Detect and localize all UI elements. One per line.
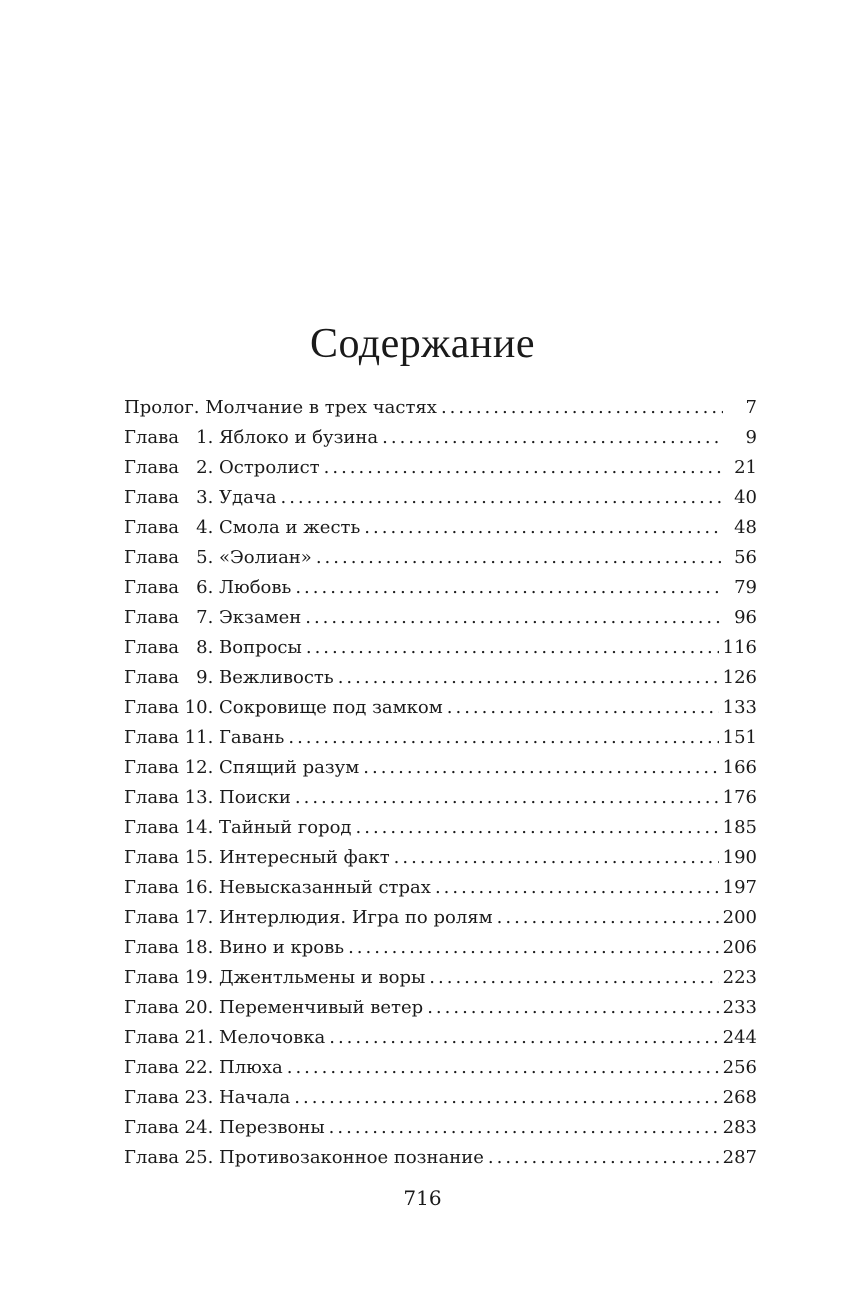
dot-leader [382,423,723,453]
dot-leader [348,933,719,963]
toc-entry-page: 197 [722,877,757,898]
toc-entry [124,633,757,663]
toc-entry-title: Глава 2. Остролист [124,457,320,478]
toc-entry-page: 9 [745,427,757,448]
toc-entry-page: 21 [734,457,757,478]
dot-leader [294,1083,718,1113]
toc-entry-page: 116 [722,637,757,658]
toc-entry [124,723,757,753]
toc-entry-page: 200 [722,907,757,928]
toc-entry [124,1053,757,1083]
toc-entry [124,1113,757,1143]
toc-entry-title: Глава 11. Гавань [124,727,285,748]
toc-entry-title: Глава 24. Перезвоны [124,1117,325,1138]
dot-leader [316,543,723,573]
toc-entry [124,993,757,1023]
toc-entry-title: Глава 9. Вежливость [124,667,334,688]
toc-entry [124,393,757,423]
toc-entry [124,453,757,483]
toc-entry-title: Глава 12. Спящий разум [124,757,360,778]
toc-entry-page: 126 [722,667,757,688]
toc-entry [124,933,757,963]
table-of-contents [124,393,757,1173]
toc-entry [124,423,757,453]
toc-entry-title: Глава 23. Начала [124,1087,291,1108]
dot-leader [447,693,719,723]
toc-entry-page: 176 [722,787,757,808]
dot-leader [329,1113,719,1143]
toc-entry-title: Глава 4. Смола и жесть [124,517,361,538]
toc-entry-page: 151 [722,727,757,748]
toc-entry-page: 244 [722,1027,757,1048]
toc-entry [124,1023,757,1053]
toc-entry [124,483,757,513]
toc-entry [124,513,757,543]
toc-entry-title: Глава 8. Вопросы [124,637,302,658]
toc-entry [124,813,757,843]
dot-leader [280,483,723,513]
toc-entry-page: 206 [722,937,757,958]
dot-leader [305,603,723,633]
toc-entry-page: 40 [734,487,757,508]
toc-entry [124,843,757,873]
toc-entry-title: Глава 25. Противозаконное познание [124,1147,484,1168]
toc-entry-page: 190 [722,847,757,868]
dot-leader [488,1143,719,1173]
toc-entry-title: Глава 21. Мелочовка [124,1027,326,1048]
toc-entry-page: 166 [722,757,757,778]
dot-leader [364,513,723,543]
toc-entry-page: 283 [722,1117,757,1138]
dot-leader [338,663,719,693]
toc-entry-title: Глава 14. Тайный город [124,817,352,838]
toc-entry [124,603,757,633]
dot-leader [497,903,719,933]
dot-leader [324,453,723,483]
dot-leader [441,393,723,423]
toc-entry-title: Глава 22. Плюха [124,1057,283,1078]
toc-entry-page: 268 [722,1087,757,1108]
toc-entry [124,753,757,783]
toc-entry [124,573,757,603]
dot-leader [288,723,718,753]
dot-leader [306,633,719,663]
toc-entry-title: Пролог. Молчание в трех частях [124,397,437,418]
toc-entry-page: 79 [734,577,757,598]
toc-entry [124,663,757,693]
dot-leader [287,1053,719,1083]
toc-entry-title: Глава 1. Яблоко и бузина [124,427,379,448]
toc-entry-page: 233 [722,997,757,1018]
toc-entry-title: Глава 16. Невысказанный страх [124,877,431,898]
toc-entry-title: Глава 19. Джентльмены и воры [124,967,426,988]
dot-leader [435,873,719,903]
toc-entry-title: Глава 3. Удача [124,487,277,508]
dot-leader [363,753,718,783]
toc-entry-title: Глава 20. Переменчивый ветер [124,997,424,1018]
toc-entry [124,1143,757,1173]
toc-entry [124,873,757,903]
dot-leader [329,1023,718,1053]
dot-leader [394,843,719,873]
toc-entry [124,1083,757,1113]
dot-leader [427,993,718,1023]
toc-entry-page: 287 [722,1147,757,1168]
toc-entry [124,543,757,573]
toc-entry-page: 185 [722,817,757,838]
toc-entry [124,963,757,993]
toc-entry [124,903,757,933]
dot-leader [295,573,723,603]
toc-entry-title: Глава 10. Сокровище под замком [124,697,443,718]
toc-entry-title: Глава 7. Экзамен [124,607,302,628]
toc-entry-title: Глава 6. Любовь [124,577,292,598]
toc-entry [124,693,757,723]
toc-entry-page: 7 [745,397,757,418]
dot-leader [356,813,719,843]
toc-entry [124,783,757,813]
toc-entry-page: 56 [734,547,757,568]
toc-entry-title: Глава 13. Поиски [124,787,291,808]
toc-entry-page: 48 [734,517,757,538]
dot-leader [295,783,719,813]
toc-entry-title: Глава 5. «Эолиан» [124,547,312,568]
page-number: 716 [403,1186,442,1210]
toc-entry-page: 96 [734,607,757,628]
toc-entry-title: Глава 18. Вино и кровь [124,937,345,958]
toc-entry-page: 256 [722,1057,757,1078]
toc-entry-title: Глава 15. Интересный факт [124,847,390,868]
toc-entry-title: Глава 17. Интерлюдия. Игра по ролям [124,907,493,928]
page-title: Содержание [309,321,536,367]
toc-entry-page: 223 [722,967,757,988]
dot-leader [429,963,718,993]
toc-entry-page: 133 [722,697,757,718]
